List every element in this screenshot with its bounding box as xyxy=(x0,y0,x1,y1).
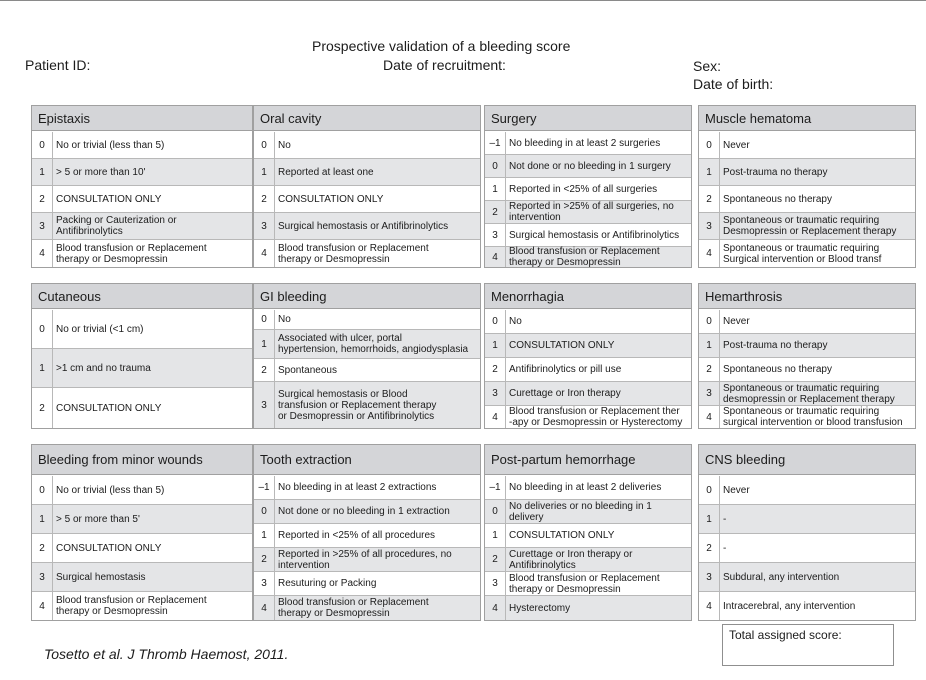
score-value: 3 xyxy=(699,382,720,405)
score-description: > 5 or more than 5' xyxy=(56,513,140,525)
score-option-row[interactable] xyxy=(254,500,480,524)
score-description: CONSULTATION ONLY xyxy=(56,402,162,414)
score-option-row[interactable] xyxy=(485,310,691,334)
section-title: Post-partum hemorrhage xyxy=(485,445,691,475)
score-description: Spontaneous or traumatic requiring Desmopressin or Replacement therapy xyxy=(723,215,897,237)
score-value: 1 xyxy=(699,159,720,185)
score-option-row[interactable] xyxy=(485,358,691,382)
score-description: Reported in >25% of all surgeries, no intervention xyxy=(509,201,674,223)
score-description: Curettage or Iron therapy or Antifibrinolytics xyxy=(509,548,633,571)
score-option-row[interactable] xyxy=(485,548,691,572)
section-cns-bleeding xyxy=(698,444,916,621)
score-description: - xyxy=(723,513,727,525)
score-description: Post-trauma no therapy xyxy=(723,340,828,351)
score-description: Not done or no bleeding in 1 surgery xyxy=(509,160,671,172)
score-option-row[interactable] xyxy=(485,178,691,201)
section-oral-cavity xyxy=(253,105,481,268)
section-title: Bleeding from minor wounds xyxy=(32,445,252,475)
score-description: Spontaneous or traumatic requiring surgical intervention or blood transfusion xyxy=(723,406,903,428)
score-description: Reported at least one xyxy=(278,166,374,178)
score-value: 0 xyxy=(32,476,53,504)
score-option-row[interactable] xyxy=(485,572,691,596)
score-description: Blood transfusion or Replacement therapy or Desmopressin xyxy=(278,242,429,265)
score-value: 1 xyxy=(254,330,275,358)
score-description: Surgical hemostasis or Blood transfusion or Replacement therapy or Desmopressin or Antifibrinolytics xyxy=(278,388,437,422)
score-option-row[interactable] xyxy=(699,505,915,534)
score-description: CONSULTATION ONLY xyxy=(509,340,615,351)
score-option-row[interactable] xyxy=(32,476,252,505)
score-option-row[interactable] xyxy=(254,382,480,428)
score-value: 3 xyxy=(485,224,506,246)
score-value: 4 xyxy=(699,406,720,428)
score-option-row[interactable] xyxy=(32,592,252,620)
score-option-row[interactable] xyxy=(485,247,691,267)
score-description: Packing or Cauterization or Antifibrinolytics xyxy=(56,215,177,237)
date-recruitment-label: Date of recruitment: xyxy=(383,57,506,73)
score-option-row[interactable] xyxy=(485,132,691,155)
score-value: 1 xyxy=(485,178,506,200)
score-description: Blood transfusion or Replacement therapy or Desmopressin xyxy=(56,242,207,265)
score-description: Blood transfusion or Replacement therapy or Desmopressin xyxy=(56,595,207,617)
score-value: 1 xyxy=(485,334,506,357)
score-value: 4 xyxy=(32,592,53,620)
score-option-row[interactable] xyxy=(32,563,252,592)
section-muscle-hematoma xyxy=(698,105,916,268)
score-option-row[interactable] xyxy=(254,213,480,240)
section-title: Tooth extraction xyxy=(254,445,480,475)
score-option-row[interactable] xyxy=(485,224,691,247)
section-title: Epistaxis xyxy=(32,106,252,131)
score-option-row[interactable] xyxy=(699,334,915,358)
score-description: No bleeding in at least 2 surgeries xyxy=(509,137,661,149)
patient-id-label: Patient ID: xyxy=(25,57,91,73)
score-option-row[interactable] xyxy=(32,240,252,267)
section-cutaneous xyxy=(31,283,253,429)
score-description: Surgical hemostasis or Antifibrinolytics xyxy=(509,229,680,241)
score-value: 2 xyxy=(254,186,275,212)
score-option-row[interactable] xyxy=(699,358,915,382)
score-option-row[interactable] xyxy=(699,563,915,592)
score-option-row[interactable] xyxy=(32,159,252,186)
score-description: No or trivial (<1 cm) xyxy=(56,323,144,335)
score-option-row[interactable] xyxy=(32,505,252,534)
score-option-row[interactable] xyxy=(254,524,480,548)
section-hemarthrosis xyxy=(698,283,916,429)
score-option-row[interactable] xyxy=(699,310,915,334)
score-value: 1 xyxy=(485,524,506,547)
score-description: Not done or no bleeding in 1 extraction xyxy=(278,506,450,517)
score-description: No xyxy=(509,316,522,327)
score-option-row[interactable] xyxy=(699,213,915,240)
date-of-birth-label: Date of birth: xyxy=(693,76,774,92)
score-value: 2 xyxy=(699,358,720,381)
score-value: 3 xyxy=(485,382,506,405)
score-value: 2 xyxy=(32,534,53,562)
score-value: 1 xyxy=(699,505,720,533)
section-title: Cutaneous xyxy=(32,284,252,309)
score-description: Surgical hemostasis or Antifibrinolytics xyxy=(278,220,449,232)
score-option-row[interactable] xyxy=(485,596,691,620)
score-value: 0 xyxy=(699,132,720,158)
score-value: 1 xyxy=(32,159,53,185)
score-description: Reported in <25% of all surgeries xyxy=(509,183,658,195)
score-description: Blood transfusion or Replacement therapy or Desmopressin xyxy=(509,246,660,268)
score-value: 1 xyxy=(254,524,275,547)
section-title: Menorrhagia xyxy=(485,284,691,309)
score-description: Blood transfusion or Replacement therapy or Desmopressin xyxy=(509,572,660,595)
score-value: 2 xyxy=(699,186,720,212)
score-value: 4 xyxy=(32,240,53,267)
score-description: Blood transfusion or Replacement therapy or Desmopressin xyxy=(278,597,429,619)
score-value: 2 xyxy=(485,548,506,571)
score-option-row[interactable] xyxy=(485,524,691,548)
score-description: Never xyxy=(723,316,750,327)
score-option-row[interactable] xyxy=(32,349,252,388)
score-option-row[interactable] xyxy=(254,159,480,186)
section-post-partum-hemorrhage xyxy=(484,444,692,621)
score-option-row[interactable] xyxy=(485,500,691,524)
top-rule xyxy=(0,0,926,1)
score-value: 1 xyxy=(254,159,275,185)
score-description: Reported in >25% of all procedures, no intervention xyxy=(278,548,452,571)
score-description: Never xyxy=(723,484,750,496)
form-title: Prospective validation of a bleeding score xyxy=(312,38,571,54)
score-description: No bleeding in at least 2 extractions xyxy=(278,482,437,493)
score-description: Blood transfusion or Replacement ther -apy or Desmopressin or Hysterectomy xyxy=(509,406,683,428)
score-option-row[interactable] xyxy=(699,592,915,620)
score-value: 3 xyxy=(254,382,275,428)
score-description: Spontaneous or traumatic requiring desmopressin or Replacement therapy xyxy=(723,382,895,405)
score-description: Intracerebral, any intervention xyxy=(723,600,856,612)
score-description: No xyxy=(278,139,291,151)
score-value: 2 xyxy=(699,534,720,562)
score-value: 3 xyxy=(485,572,506,595)
score-option-row[interactable] xyxy=(254,132,480,159)
score-value: 0 xyxy=(485,500,506,523)
score-description: CONSULTATION ONLY xyxy=(509,530,615,541)
score-value: 1 xyxy=(32,349,53,387)
score-value: 2 xyxy=(485,201,506,223)
score-value: 4 xyxy=(485,596,506,620)
score-option-row[interactable] xyxy=(254,548,480,572)
section-title: CNS bleeding xyxy=(699,445,915,475)
score-option-row[interactable] xyxy=(32,388,252,428)
score-description: CONSULTATION ONLY xyxy=(278,193,384,205)
score-description: Spontaneous or traumatic requiring Surgical intervention or Blood transf xyxy=(723,242,882,265)
section-epistaxis xyxy=(31,105,253,268)
score-value: 4 xyxy=(254,596,275,620)
score-value: 3 xyxy=(699,213,720,239)
score-value: 2 xyxy=(32,186,53,212)
score-option-row[interactable] xyxy=(485,155,691,178)
score-value: 0 xyxy=(254,310,275,329)
score-option-row[interactable] xyxy=(699,186,915,213)
score-description: Subdural, any intervention xyxy=(723,571,840,583)
score-option-row[interactable] xyxy=(254,240,480,267)
section-menorrhagia xyxy=(484,283,692,429)
score-option-row[interactable] xyxy=(32,310,252,349)
score-value: 3 xyxy=(699,563,720,591)
score-option-row[interactable] xyxy=(699,159,915,186)
score-option-row[interactable] xyxy=(699,382,915,406)
score-value: 4 xyxy=(699,240,720,267)
score-value: 2 xyxy=(254,548,275,571)
score-description: Spontaneous xyxy=(278,364,337,376)
score-description: CONSULTATION ONLY xyxy=(56,193,162,205)
citation: Tosetto et al. J Thromb Haemost, 2011. xyxy=(44,646,289,662)
score-value: 4 xyxy=(485,406,506,428)
section-title: Hemarthrosis xyxy=(699,284,915,309)
score-option-row[interactable] xyxy=(699,476,915,505)
score-value: –1 xyxy=(254,476,275,499)
score-description: Spontaneous no therapy xyxy=(723,193,832,205)
score-option-row[interactable] xyxy=(32,213,252,240)
score-value: 3 xyxy=(254,572,275,595)
score-option-row[interactable] xyxy=(254,596,480,620)
score-value: 2 xyxy=(485,358,506,381)
score-description: No or trivial (less than 5) xyxy=(56,484,165,496)
total-score-box[interactable] xyxy=(722,624,894,666)
score-option-row[interactable] xyxy=(699,534,915,563)
score-value: 0 xyxy=(32,310,53,348)
score-value: 4 xyxy=(699,592,720,620)
score-description: Resuturing or Packing xyxy=(278,578,377,589)
score-option-row[interactable] xyxy=(699,132,915,159)
score-option-row[interactable] xyxy=(699,240,915,267)
score-option-row[interactable] xyxy=(254,572,480,596)
score-value: 4 xyxy=(254,240,275,267)
score-value: 3 xyxy=(254,213,275,239)
section-gi-bleeding xyxy=(253,283,481,429)
score-value: 0 xyxy=(485,310,506,333)
score-description: Never xyxy=(723,139,750,151)
score-value: 3 xyxy=(32,213,53,239)
score-option-row[interactable] xyxy=(32,132,252,159)
score-description: Associated with ulcer, portal hypertension, hemorrhoids, angiodysplasia xyxy=(278,333,469,355)
score-option-row[interactable] xyxy=(485,476,691,500)
score-value: –1 xyxy=(485,132,506,154)
score-value: 1 xyxy=(32,505,53,533)
score-value: 3 xyxy=(32,563,53,591)
score-option-row[interactable] xyxy=(254,476,480,500)
score-description: No deliveries or no bleeding in 1 delivery xyxy=(509,500,652,523)
score-option-row[interactable] xyxy=(254,310,480,330)
score-option-row[interactable] xyxy=(32,534,252,563)
score-description: No or trivial (less than 5) xyxy=(56,139,165,151)
score-option-row[interactable] xyxy=(32,186,252,213)
score-option-row[interactable] xyxy=(485,334,691,358)
section-title: GI bleeding xyxy=(254,284,480,309)
section-title: Muscle hematoma xyxy=(699,106,915,131)
score-value: 0 xyxy=(254,500,275,523)
sex-label: Sex: xyxy=(693,58,722,74)
score-description: No bleeding in at least 2 deliveries xyxy=(509,482,662,493)
score-description: Reported in <25% of all procedures xyxy=(278,530,436,541)
score-description: CONSULTATION ONLY xyxy=(56,542,162,554)
score-description: Surgical hemostasis xyxy=(56,571,146,583)
score-value: 0 xyxy=(485,155,506,177)
score-option-row[interactable] xyxy=(485,406,691,428)
score-value: 0 xyxy=(699,310,720,333)
score-value: 1 xyxy=(699,334,720,357)
section-surgery xyxy=(484,105,692,268)
score-value: 4 xyxy=(485,247,506,267)
score-description: - xyxy=(723,542,727,554)
score-value: 2 xyxy=(32,388,53,428)
section-tooth-extraction xyxy=(253,444,481,621)
score-description: Post-trauma no therapy xyxy=(723,166,828,178)
section-title: Surgery xyxy=(485,106,691,131)
section-title: Oral cavity xyxy=(254,106,480,131)
score-value: –1 xyxy=(485,476,506,499)
score-description: Antifibrinolytics or pill use xyxy=(509,364,622,375)
total-score-label: Total assigned score: xyxy=(729,628,842,642)
score-option-row[interactable] xyxy=(699,406,915,428)
section-bleeding-from-minor-wounds xyxy=(31,444,253,621)
score-value: 0 xyxy=(699,476,720,504)
score-description: Curettage or Iron therapy xyxy=(509,388,621,399)
score-value: 2 xyxy=(254,359,275,381)
score-description: > 5 or more than 10' xyxy=(56,166,146,178)
score-option-row[interactable] xyxy=(254,359,480,382)
score-description: >1 cm and no trauma xyxy=(56,362,151,374)
score-value: 0 xyxy=(254,132,275,158)
score-value: 0 xyxy=(32,132,53,158)
score-option-row[interactable] xyxy=(485,382,691,406)
score-description: No xyxy=(278,314,291,325)
score-option-row[interactable] xyxy=(485,201,691,224)
score-option-row[interactable] xyxy=(254,186,480,213)
score-description: Hysterectomy xyxy=(509,602,571,614)
score-option-row[interactable] xyxy=(254,330,480,359)
score-description: Spontaneous no therapy xyxy=(723,364,832,375)
